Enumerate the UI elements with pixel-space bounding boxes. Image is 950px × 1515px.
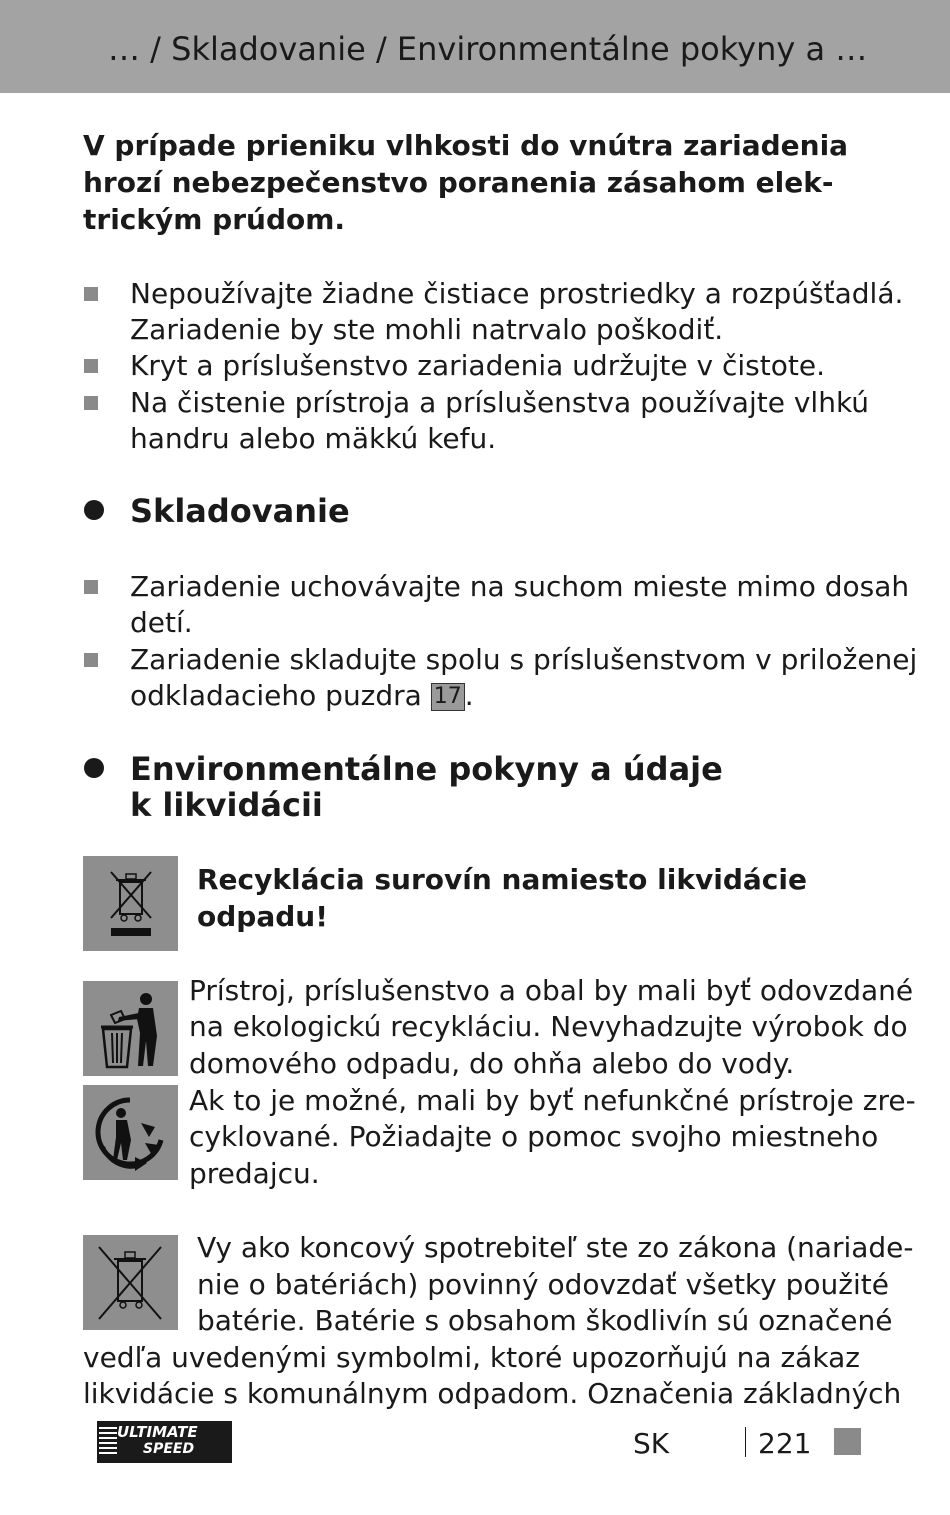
recycle-person-icon	[83, 1085, 178, 1180]
list-item-text	[130, 678, 474, 714]
paragraph-line: batérie. Batérie s obsahom škodlivín sú označené	[197, 1304, 893, 1337]
list-item-text-part: odkladacieho puzdra	[130, 679, 431, 712]
person-trash-icon	[83, 981, 178, 1076]
warning-line: hrozí nebezpečenstvo poranenia zásahom elek-	[83, 166, 834, 199]
page-header	[0, 0, 950, 93]
paragraph-line: Prístroj, príslušenstvo a obal by mali byť odovzdané	[189, 974, 914, 1007]
page-number: 221	[758, 1427, 812, 1460]
breadcrumb: … / Skladovanie / Environmentálne pokyny a …	[108, 30, 868, 68]
square-bullet-icon	[84, 359, 98, 373]
list-item-text: Nepoužívajte žiadne čistiace prostriedky a rozpúšťadlá.	[130, 277, 904, 310]
square-bullet-icon	[84, 653, 98, 667]
list-item-text: Zariadenie uchovávajte na suchom mieste mimo dosah	[130, 570, 910, 603]
warning-line: trickým prúdom.	[83, 203, 346, 236]
paragraph-line: vedľa uvedenými symbolmi, ktoré upozorňujú na zákaz	[83, 1341, 860, 1374]
brand-logo	[97, 1421, 232, 1463]
footer-divider	[745, 1427, 746, 1457]
paragraph-line: predajcu.	[189, 1157, 320, 1190]
list-item-text: Zariadenie by ste mohli natrvalo poškodiť.	[130, 313, 724, 346]
section-heading-environment-line2: k likvidácii	[130, 786, 323, 824]
section-heading-environment: Environmentálne pokyny a údaje	[130, 750, 723, 788]
paragraph-line: Ak to je možné, mali by byť nefunkčné prístroje zre-	[189, 1084, 916, 1117]
logo-text-bottom: SPEED	[143, 1441, 195, 1457]
logo-stripes	[99, 1427, 117, 1457]
language-code: SK	[633, 1427, 670, 1460]
list-item-text: Kryt a príslušenstvo zariadenia udržujte v čistote.	[130, 349, 825, 382]
paragraph-line: cyklované. Požiadajte o pomoc svojho miestneho	[189, 1120, 879, 1153]
weee-bin-crossed-icon	[83, 856, 178, 951]
square-bullet-icon	[84, 580, 98, 594]
battery-bin-crossed-icon	[83, 1235, 178, 1330]
logo-text-top: ULTIMATE	[117, 1423, 198, 1441]
section-bullet-icon	[84, 758, 104, 778]
list-item-text: detí.	[130, 606, 193, 639]
paragraph-line: domového odpadu, do ohňa alebo do vody.	[189, 1047, 795, 1080]
footer-square-icon	[834, 1428, 861, 1455]
electric-shock-warning	[83, 127, 883, 238]
paragraph-line: Vy ako koncový spotrebiteľ ste zo zákona (nariade-	[197, 1231, 914, 1264]
recycle-title-line: odpadu!	[197, 900, 328, 933]
square-bullet-icon	[84, 287, 98, 301]
warning-line: V prípade prieniku vlhkosti do vnútra zariadenia	[83, 129, 849, 162]
list-item-text: Zariadenie skladujte spolu s príslušenstvom v priloženej	[130, 643, 918, 676]
list-item-text-part: .	[464, 679, 474, 712]
list-item-text: handru alebo mäkkú kefu.	[130, 422, 497, 455]
part-reference-badge: 17	[431, 683, 465, 711]
paragraph-line: likvidácie s komunálnym odpadom. Označenia základných	[83, 1377, 902, 1410]
list-item-text: Na čistenie prístroja a príslušenstva používajte vlhkú	[130, 386, 870, 419]
square-bullet-icon	[84, 396, 98, 410]
section-heading-storage: Skladovanie	[130, 492, 350, 530]
paragraph-line: na ekologickú recykláciu. Nevyhadzujte výrobok do	[189, 1010, 908, 1043]
paragraph-line: nie o batériách) povinný odovzdať všetky použité	[197, 1268, 889, 1301]
section-bullet-icon	[84, 500, 104, 520]
recycle-title-line: Recyklácia surovín namiesto likvidácie	[197, 863, 807, 896]
